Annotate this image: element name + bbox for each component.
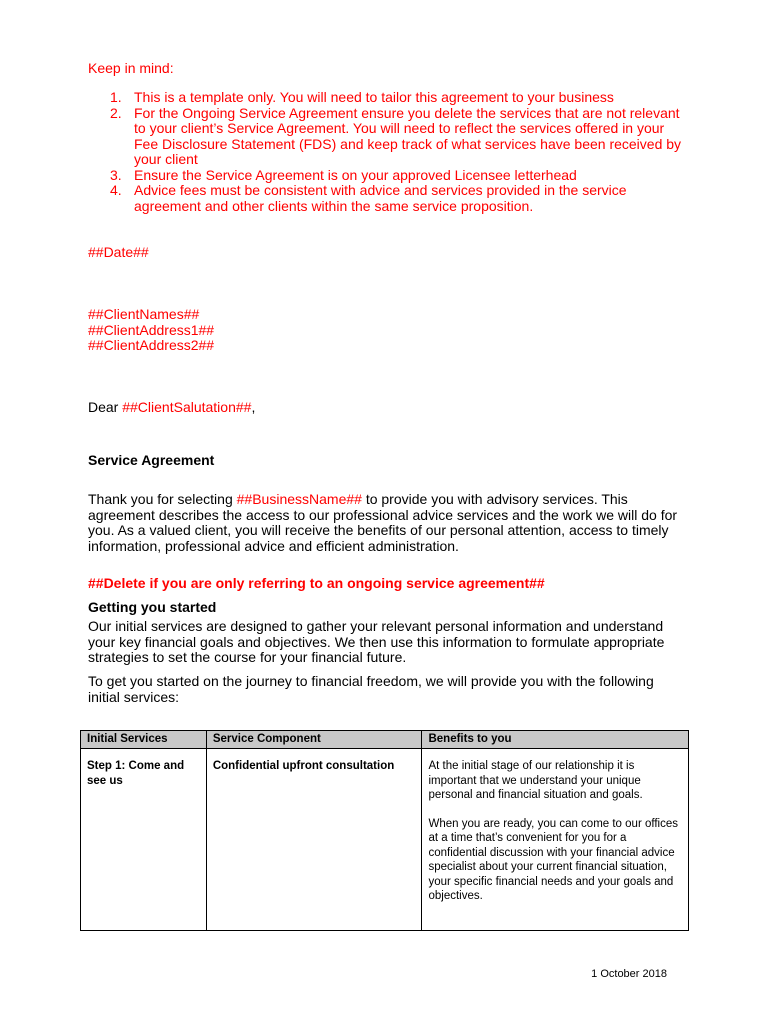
list-item-text: This is a template only. You will need to tailor this agreement to your business — [134, 89, 614, 105]
list-item — [88, 90, 688, 106]
list-number: 2. — [110, 104, 122, 121]
table-cell-service: Step 1: Come and see us — [81, 749, 207, 931]
business-name-placeholder: ##BusinessName## — [236, 491, 362, 507]
getting-started-paragraph: Our initial services are designed to gather your relevant personal information and understand your key financial goals and objectives. We then use this information to formulate appropriate strategies to set the course for your financial future. — [88, 618, 665, 666]
intro-after: to provide you with advisory services. This agreement describes the access to our professional advice services and the work we will do for you. As a valued client, you will receive the benefits of our personal attention, access to timely information, professional advice and efficient administration. — [88, 491, 678, 555]
list-item — [88, 168, 688, 184]
page-title: Service Agreement — [88, 452, 215, 468]
salutation-prefix: Dear — [88, 399, 123, 415]
salutation-placeholder: ##ClientSalutation## — [122, 399, 252, 415]
list-number: 4. — [110, 182, 122, 198]
table-header: Service Component — [206, 731, 422, 749]
services-table — [80, 730, 689, 931]
benefit-paragraph: At the initial stage of our relationship it is important that we understand your unique personal and financial situation and goals. — [428, 760, 643, 801]
section-heading: Getting you started — [88, 599, 217, 615]
client-address-block — [88, 307, 214, 354]
table-cell-benefits — [422, 749, 689, 931]
client-address1: ##ClientAddress1## — [88, 321, 215, 338]
intro-paragraph — [88, 492, 688, 555]
table-header-row — [81, 731, 689, 749]
salutation-suffix: , — [251, 399, 256, 415]
delete-note: ##Delete if you are only referring to an ongoing service agreement## — [88, 575, 545, 591]
initial-services-intro: To get you started on the journey to financial freedom, we will provide you with the following initial services: — [88, 673, 654, 705]
table-cell-component: Confidential upfront consultation — [206, 749, 422, 931]
keep-in-mind-heading: Keep in mind: — [88, 60, 174, 76]
footer-date: 1 October 2018 — [591, 968, 667, 980]
client-names: ##ClientNames## — [88, 306, 200, 322]
list-item-text: Advice fees must be consistent with advice and services provided in the service agreement and other clients within the same service proposition. — [134, 182, 627, 214]
benefit-paragraph: When you are ready, you can come to our offices at a time that’s convenient for you for a confidential discussion with your financial advice specialist about your current financial situation, your specific financial needs and your goals and objectives. — [428, 817, 678, 902]
notes-list — [88, 90, 688, 214]
table-row — [81, 749, 689, 931]
list-item-text: For the Ongoing Service Agreement ensure you delete the services that are not relevant to your client’s Service Agreement. You will need to reflect the services offered in your Fee Disclosure Statement (FDS) and keep track of what services have been received by your client — [134, 104, 682, 167]
list-number: 3. — [110, 166, 122, 183]
date-placeholder: ##Date## — [88, 244, 149, 260]
list-number: 1. — [110, 89, 122, 105]
table-header: Benefits to you — [422, 731, 689, 749]
list-item — [88, 183, 688, 214]
list-item — [88, 106, 688, 168]
intro-before: Thank you for selecting — [88, 491, 237, 507]
table-header: Initial Services — [81, 731, 207, 749]
client-address2: ##ClientAddress2## — [88, 337, 215, 354]
list-item-text: Ensure the Service Agreement is on your approved Licensee letterhead — [134, 166, 577, 183]
salutation — [88, 400, 255, 416]
